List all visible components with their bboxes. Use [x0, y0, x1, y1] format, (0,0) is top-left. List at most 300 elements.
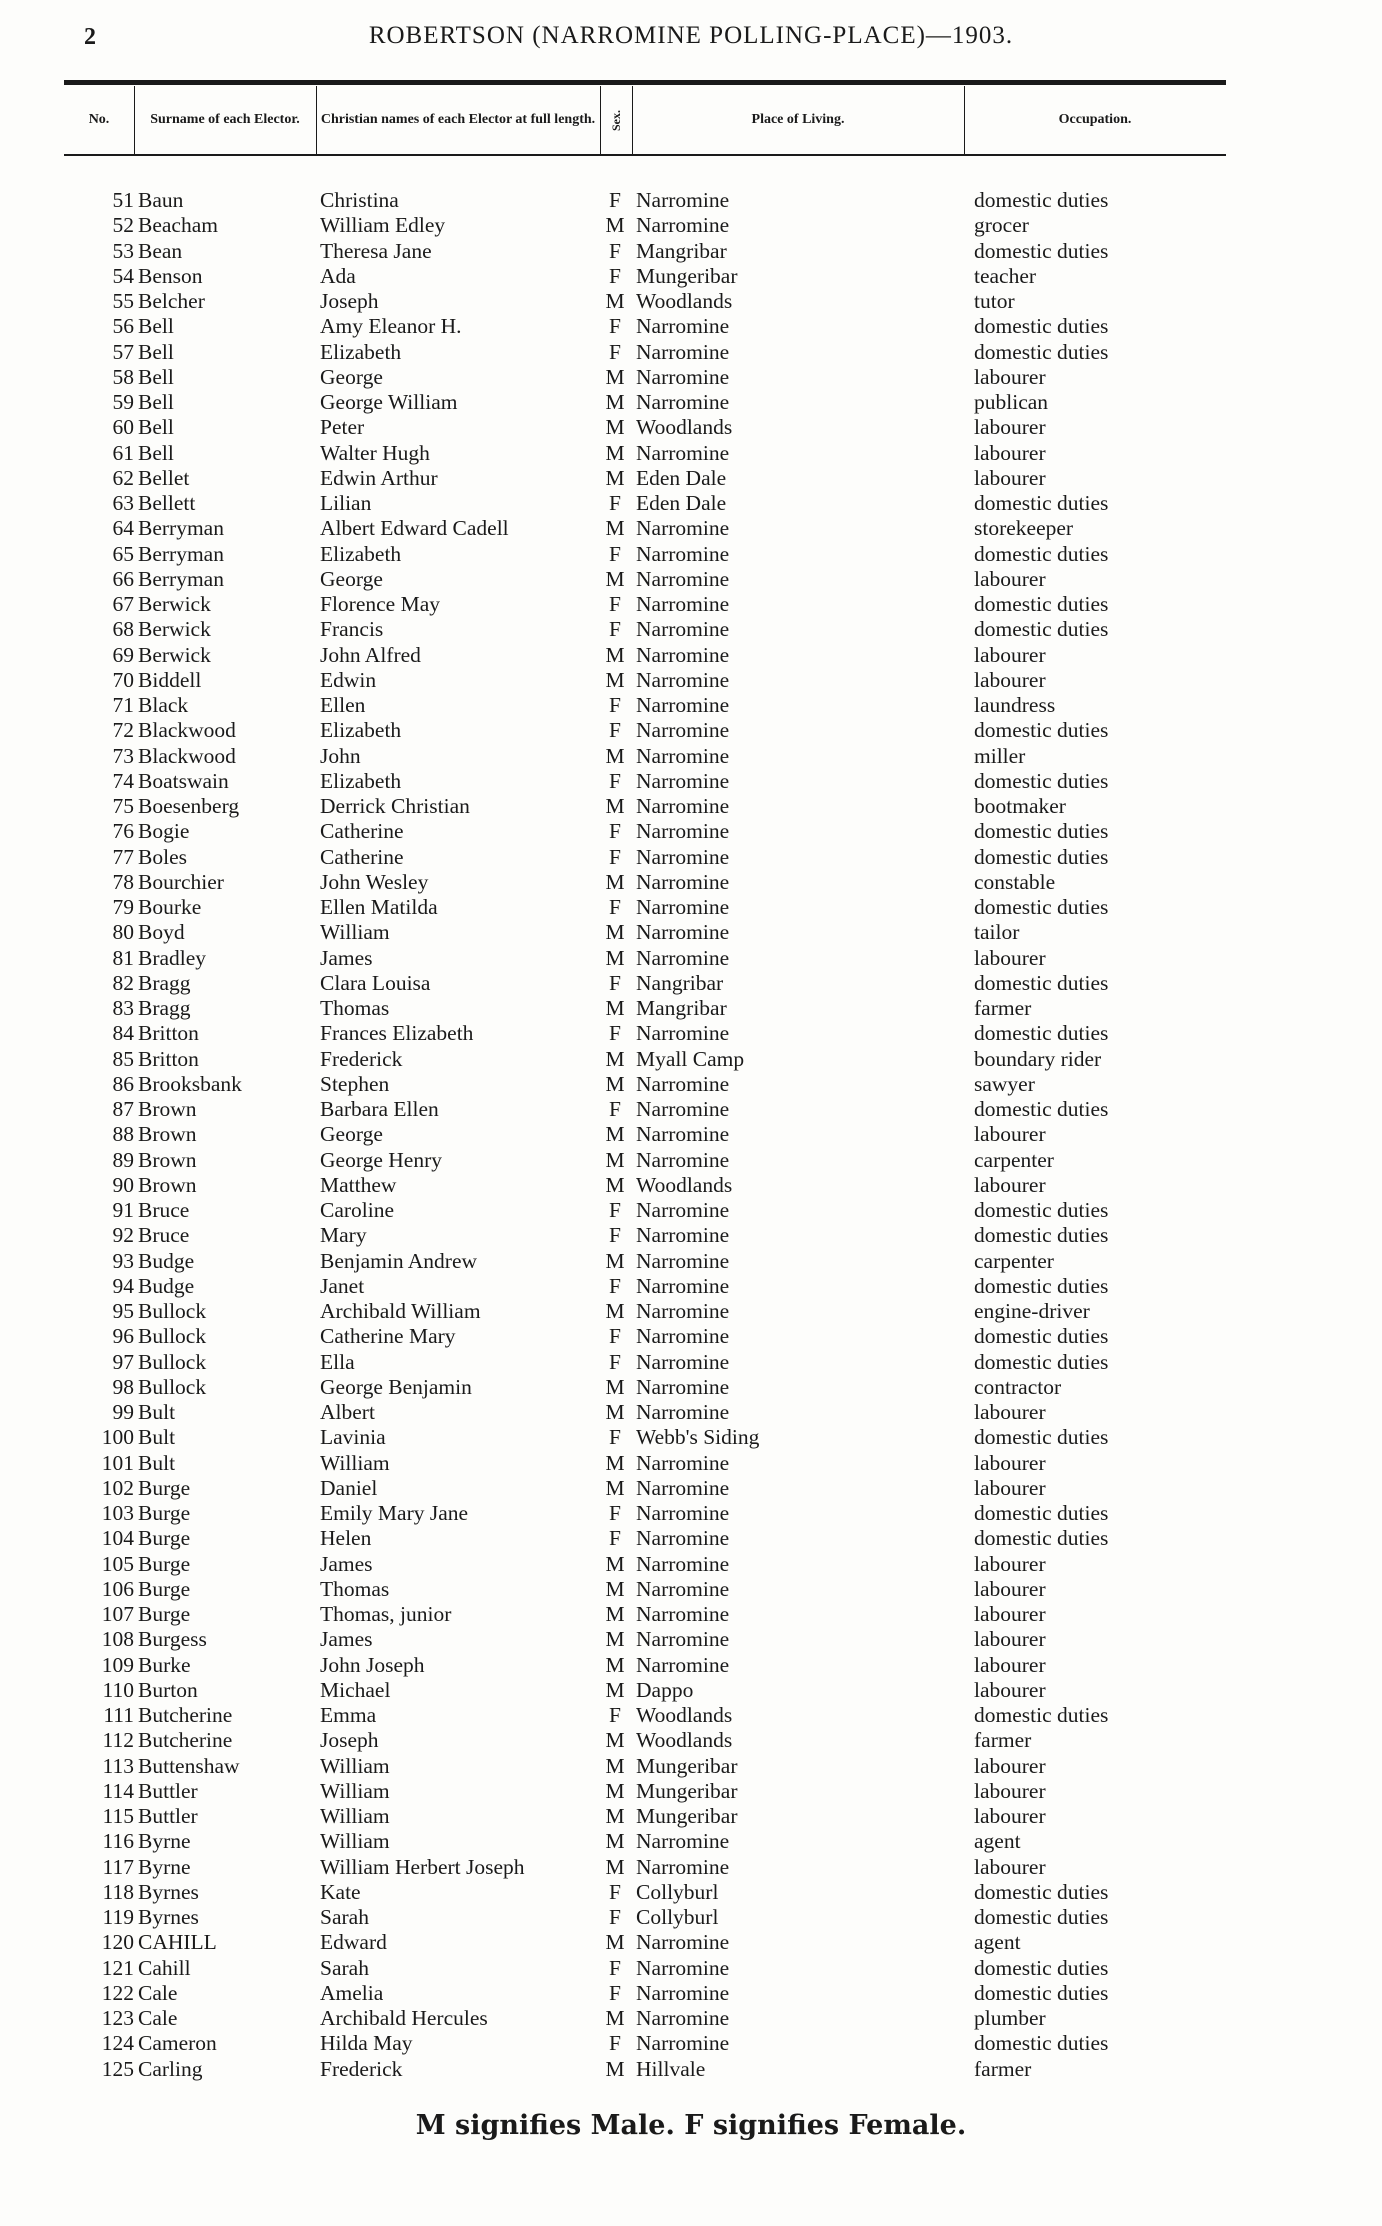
- elector-sex: F: [609, 1879, 621, 1904]
- elector-place-of-living: Narromine: [636, 592, 730, 616]
- elector-place-of-living: Eden Dale: [636, 465, 727, 490]
- elector-christian-names: Joseph: [320, 289, 379, 313]
- table-row: [0, 946, 1382, 971]
- elector-occupation: labourer: [974, 1400, 1046, 1424]
- elector-surname: Bragg: [138, 970, 191, 995]
- elector-occupation: farmer: [974, 1728, 1032, 1753]
- table-row: [0, 188, 1382, 213]
- elector-sex: M: [605, 289, 625, 313]
- elector-occupation: domestic duties: [974, 1501, 1109, 1525]
- elector-surname: Benson: [138, 263, 203, 288]
- elector-christian-names: Janet: [320, 1273, 365, 1298]
- elector-occupation: labourer: [974, 1576, 1046, 1601]
- elector-number: 87: [112, 1097, 134, 1121]
- page-title: ROBERTSON (NARROMINE POLLING-PLACE)—1903.: [368, 22, 1014, 49]
- elector-occupation: labourer: [974, 1652, 1046, 1677]
- elector-surname: Bell: [138, 364, 174, 389]
- elector-number: 94: [112, 1273, 134, 1298]
- elector-occupation: domestic duties: [974, 1980, 1109, 2005]
- elector-christian-names: Mary: [320, 1223, 367, 1248]
- elector-occupation: grocer: [974, 213, 1029, 238]
- elector-sex: M: [605, 1450, 625, 1475]
- elector-number: 63: [112, 491, 134, 515]
- elector-christian-names: Barbara Ellen: [320, 1097, 439, 1121]
- table-row: [0, 289, 1382, 314]
- elector-sex: M: [605, 213, 625, 238]
- elector-sex: M: [605, 390, 625, 414]
- elector-christian-names: Lilian: [320, 491, 372, 515]
- elector-number: 113: [102, 1753, 134, 1778]
- elector-occupation: publican: [974, 390, 1049, 414]
- elector-sex: M: [605, 1753, 625, 1778]
- elector-christian-names: George: [320, 1122, 383, 1147]
- table-row: [0, 1703, 1382, 1728]
- elector-number: 80: [112, 920, 134, 945]
- table-row: [0, 643, 1382, 668]
- elector-number: 105: [101, 1551, 134, 1576]
- elector-christian-names: Edward: [320, 1930, 387, 1955]
- elector-surname: Boyd: [138, 920, 185, 945]
- elector-number: 98: [112, 1374, 134, 1399]
- elector-surname: Biddell: [138, 667, 202, 692]
- table-row: [0, 2031, 1382, 2056]
- elector-number: 96: [112, 1324, 134, 1349]
- elector-number: 118: [102, 1879, 134, 1904]
- elector-christian-names: Archibald Hercules: [320, 2006, 488, 2030]
- table-row: [0, 390, 1382, 415]
- elector-occupation: labourer: [974, 1778, 1046, 1803]
- elector-place-of-living: Webb's Siding: [636, 1425, 760, 1450]
- elector-surname: Bell: [138, 339, 174, 364]
- elector-sex: F: [609, 1980, 621, 2005]
- elector-surname: Baun: [138, 188, 184, 212]
- elector-place-of-living: Collyburl: [636, 1905, 719, 1929]
- elector-surname: Buttler: [138, 1778, 198, 1803]
- elector-surname: Berwick: [138, 592, 211, 616]
- table-row: [0, 1956, 1382, 1981]
- elector-christian-names: Catherine: [320, 844, 404, 869]
- elector-christian-names: William Herbert Joseph: [320, 1854, 525, 1879]
- elector-sex: M: [605, 1400, 625, 1424]
- elector-place-of-living: Narromine: [636, 945, 730, 970]
- table-row: [0, 1375, 1382, 1400]
- elector-sex: M: [605, 566, 625, 591]
- elector-place-of-living: Hillvale: [636, 2056, 706, 2081]
- elector-place-of-living: Myall Camp: [636, 1046, 745, 1071]
- table-row: [0, 1678, 1382, 1703]
- elector-surname: Bruce: [138, 1198, 190, 1222]
- elector-number: 112: [102, 1728, 134, 1753]
- elector-christian-names: Stephen: [320, 1071, 390, 1096]
- elector-occupation: domestic duties: [974, 541, 1109, 566]
- elector-number: 115: [102, 1804, 134, 1828]
- elector-number: 71: [112, 693, 134, 717]
- elector-occupation: labourer: [974, 1551, 1046, 1576]
- elector-christian-names: Ellen Matilda: [320, 895, 438, 919]
- elector-occupation: domestic duties: [974, 1526, 1109, 1551]
- elector-place-of-living: Narromine: [636, 364, 730, 389]
- elector-number: 101: [101, 1450, 134, 1475]
- elector-occupation: domestic duties: [974, 314, 1109, 339]
- elector-sex: M: [605, 1576, 625, 1601]
- elector-number: 95: [112, 1299, 134, 1323]
- elector-number: 116: [102, 1829, 134, 1854]
- elector-occupation: domestic duties: [974, 1425, 1109, 1450]
- elector-number: 72: [112, 718, 134, 743]
- elector-sex: F: [609, 592, 621, 616]
- elector-surname: Britton: [138, 1021, 199, 1046]
- sex-legend: M signifies Male. F signifies Female.: [415, 2110, 967, 2141]
- elector-surname: Burge: [138, 1551, 191, 1576]
- elector-number: 67: [112, 592, 134, 616]
- elector-occupation: constable: [974, 869, 1056, 894]
- elector-surname: Cale: [138, 2006, 178, 2030]
- table-row: [0, 1880, 1382, 1905]
- elector-christian-names: George Benjamin: [320, 1374, 472, 1399]
- elector-christian-names: Daniel: [320, 1475, 378, 1500]
- elector-surname: Bult: [138, 1400, 176, 1424]
- elector-number: 69: [112, 642, 134, 667]
- column-header-occupation: Occupation.: [1058, 112, 1132, 127]
- elector-occupation: labourer: [974, 415, 1046, 440]
- elector-surname: Bullock: [138, 1374, 207, 1399]
- elector-number: 122: [101, 1980, 134, 2005]
- elector-christian-names: Frances Elizabeth: [320, 1021, 474, 1046]
- elector-christian-names: John Wesley: [320, 869, 429, 894]
- elector-sex: M: [605, 1778, 625, 1803]
- elector-number: 107: [101, 1602, 134, 1626]
- elector-sex: M: [605, 1299, 625, 1323]
- elector-christian-names: George: [320, 364, 383, 389]
- elector-sex: M: [605, 1804, 625, 1828]
- elector-number: 97: [112, 1349, 134, 1374]
- elector-surname: Bourchier: [138, 869, 224, 894]
- elector-number: 88: [112, 1122, 134, 1147]
- elector-place-of-living: Narromine: [636, 1930, 730, 1955]
- elector-number: 55: [112, 289, 134, 313]
- elector-surname: Bell: [138, 314, 174, 339]
- table-row: [0, 996, 1382, 1021]
- elector-place-of-living: Woodlands: [636, 415, 733, 440]
- elector-surname: Berryman: [138, 541, 224, 566]
- table-row: [0, 1627, 1382, 1652]
- elector-surname: Bogie: [138, 819, 190, 844]
- table-row: [0, 1400, 1382, 1425]
- elector-place-of-living: Narromine: [636, 1602, 730, 1626]
- elector-number: 93: [112, 1248, 134, 1273]
- elector-occupation: farmer: [974, 2056, 1032, 2081]
- elector-occupation: agent: [974, 1829, 1021, 1854]
- elector-sex: M: [605, 1602, 625, 1626]
- elector-occupation: domestic duties: [974, 1905, 1109, 1929]
- elector-sex: M: [605, 1147, 625, 1172]
- elector-occupation: labourer: [974, 1677, 1046, 1702]
- elector-place-of-living: Narromine: [636, 1198, 730, 1222]
- elector-occupation: labourer: [974, 1854, 1046, 1879]
- elector-surname: Burge: [138, 1576, 191, 1601]
- elector-christian-names: Benjamin Andrew: [320, 1248, 478, 1273]
- elector-surname: Byrnes: [138, 1879, 199, 1904]
- elector-number: 89: [112, 1147, 134, 1172]
- elector-surname: Black: [138, 693, 189, 717]
- elector-sex: M: [605, 1248, 625, 1273]
- elector-christian-names: Elizabeth: [320, 768, 402, 793]
- elector-sex: M: [605, 516, 625, 541]
- elector-sex: F: [609, 1021, 621, 1046]
- elector-occupation: laundress: [974, 693, 1056, 717]
- elector-place-of-living: Narromine: [636, 1980, 730, 2005]
- elector-christian-names: Emma: [320, 1703, 377, 1727]
- elector-sex: F: [609, 1097, 621, 1121]
- elector-surname: Bourke: [138, 895, 202, 919]
- elector-sex: M: [605, 1652, 625, 1677]
- elector-christian-names: Amy Eleanor H.: [320, 314, 462, 339]
- elector-number: 120: [101, 1930, 134, 1955]
- elector-surname: Bean: [138, 238, 183, 263]
- elector-occupation: labourer: [974, 1627, 1046, 1652]
- elector-sex: M: [605, 1475, 625, 1500]
- table-row: [0, 415, 1382, 440]
- elector-occupation: labourer: [974, 465, 1046, 490]
- elector-christian-names: Elizabeth: [320, 718, 402, 743]
- elector-sex: F: [609, 844, 621, 869]
- elector-christian-names: Albert Edward Cadell: [320, 516, 509, 541]
- elector-christian-names: Walter Hugh: [320, 440, 430, 465]
- elector-sex: M: [605, 1930, 625, 1955]
- elector-place-of-living: Narromine: [636, 1223, 730, 1248]
- elector-christian-names: Ada: [320, 263, 356, 288]
- elector-christian-names: George: [320, 566, 383, 591]
- table-row: [0, 1754, 1382, 1779]
- elector-number: 108: [101, 1627, 134, 1652]
- elector-sex: M: [605, 1728, 625, 1753]
- elector-number: 109: [101, 1652, 134, 1677]
- elector-surname: Bellett: [138, 491, 196, 515]
- elector-surname: Butcherine: [138, 1728, 233, 1753]
- elector-occupation: labourer: [974, 1804, 1046, 1828]
- elector-christian-names: William: [320, 1804, 390, 1828]
- elector-occupation: domestic duties: [974, 339, 1109, 364]
- elector-sex: F: [609, 238, 621, 263]
- elector-christian-names: James: [320, 1551, 373, 1576]
- elector-surname: Bullock: [138, 1299, 207, 1323]
- elector-occupation: domestic duties: [974, 844, 1109, 869]
- elector-sex: M: [605, 415, 625, 440]
- table-row: [0, 693, 1382, 718]
- elector-number: 99: [112, 1400, 134, 1424]
- elector-occupation: tailor: [974, 920, 1020, 945]
- elector-place-of-living: Mungeribar: [636, 1753, 738, 1778]
- elector-place-of-living: Narromine: [636, 743, 730, 768]
- elector-number: 58: [112, 364, 134, 389]
- table-row: [0, 1451, 1382, 1476]
- elector-occupation: farmer: [974, 996, 1032, 1020]
- elector-number: 73: [112, 743, 134, 768]
- elector-sex: M: [605, 945, 625, 970]
- elector-sex: F: [609, 1349, 621, 1374]
- elector-sex: F: [609, 819, 621, 844]
- table-row: [0, 1577, 1382, 1602]
- elector-place-of-living: Narromine: [636, 667, 730, 692]
- elector-surname: Cahill: [138, 1955, 191, 1980]
- elector-christian-names: William: [320, 1450, 390, 1475]
- elector-number: 79: [112, 895, 134, 919]
- elector-surname: Bullock: [138, 1324, 207, 1349]
- elector-sex: F: [609, 541, 621, 566]
- elector-number: 59: [112, 390, 134, 414]
- elector-place-of-living: Narromine: [636, 1097, 730, 1121]
- elector-occupation: domestic duties: [974, 238, 1109, 263]
- elector-surname: Buttenshaw: [138, 1753, 240, 1778]
- table-row: [0, 1324, 1382, 1349]
- elector-place-of-living: Narromine: [636, 1551, 730, 1576]
- elector-surname: Bellet: [138, 465, 190, 490]
- elector-occupation: labourer: [974, 440, 1046, 465]
- elector-place-of-living: Narromine: [636, 2031, 730, 2056]
- table-row: [0, 466, 1382, 491]
- elector-christian-names: Clara Louisa: [320, 970, 431, 995]
- table-row: [0, 1072, 1382, 1097]
- elector-number: 62: [112, 465, 134, 490]
- elector-number: 78: [112, 869, 134, 894]
- table-row: [0, 845, 1382, 870]
- elector-number: 117: [102, 1854, 134, 1879]
- table-row: [0, 1274, 1382, 1299]
- elector-place-of-living: Eden Dale: [636, 491, 727, 515]
- table-row: [0, 314, 1382, 339]
- table-row: [0, 1930, 1382, 1955]
- elector-surname: Byrne: [138, 1829, 191, 1854]
- elector-number: 121: [101, 1955, 134, 1980]
- elector-number: 60: [112, 415, 134, 440]
- elector-christian-names: Edwin Arthur: [320, 465, 438, 490]
- elector-surname: Berryman: [138, 516, 224, 541]
- elector-surname: Bell: [138, 440, 174, 465]
- elector-number: 81: [112, 945, 134, 970]
- elector-occupation: domestic duties: [974, 1097, 1109, 1121]
- elector-number: 82: [112, 970, 134, 995]
- elector-surname: Blackwood: [138, 743, 236, 768]
- elector-occupation: domestic duties: [974, 1879, 1109, 1904]
- elector-number: 114: [102, 1778, 134, 1803]
- elector-surname: Cale: [138, 1980, 178, 2005]
- elector-surname: Burge: [138, 1602, 191, 1626]
- table-row: [0, 668, 1382, 693]
- elector-number: 106: [101, 1576, 134, 1601]
- elector-christian-names: Kate: [320, 1879, 361, 1904]
- column-header-sex: [600, 86, 633, 154]
- elector-christian-names: John: [320, 743, 361, 768]
- elector-christian-names: Caroline: [320, 1198, 395, 1222]
- elector-number: 125: [101, 2056, 134, 2081]
- table-row: [0, 769, 1382, 794]
- elector-occupation: domestic duties: [974, 970, 1109, 995]
- elector-place-of-living: Narromine: [636, 819, 730, 844]
- elector-occupation: domestic duties: [974, 1955, 1109, 1980]
- table-row: [0, 1728, 1382, 1753]
- table-row: [0, 239, 1382, 264]
- elector-number: 53: [112, 238, 134, 263]
- elector-sex: M: [605, 920, 625, 945]
- elector-place-of-living: Narromine: [636, 617, 730, 642]
- elector-place-of-living: Narromine: [636, 1576, 730, 1601]
- elector-christian-names: William Edley: [320, 213, 446, 238]
- elector-occupation: labourer: [974, 1122, 1046, 1147]
- elector-occupation: labourer: [974, 364, 1046, 389]
- elector-christian-names: John Joseph: [320, 1652, 425, 1677]
- elector-occupation: miller: [974, 743, 1026, 768]
- elector-sex: F: [609, 314, 621, 339]
- elector-place-of-living: Mungeribar: [636, 1778, 738, 1803]
- elector-christian-names: Archibald William: [320, 1299, 481, 1323]
- elector-sex: M: [605, 1677, 625, 1702]
- elector-surname: Budge: [138, 1248, 195, 1273]
- elector-sex: F: [609, 1223, 621, 1248]
- elector-number: 90: [112, 1172, 134, 1197]
- elector-christian-names: Edwin: [320, 667, 377, 692]
- table-row: [0, 542, 1382, 567]
- elector-sex: M: [605, 743, 625, 768]
- elector-place-of-living: Narromine: [636, 1854, 730, 1879]
- elector-occupation: domestic duties: [974, 188, 1109, 212]
- elector-occupation: carpenter: [974, 1147, 1054, 1172]
- elector-place-of-living: Narromine: [636, 1475, 730, 1500]
- elector-place-of-living: Narromine: [636, 1147, 730, 1172]
- elector-christian-names: Thomas: [320, 1576, 390, 1601]
- table-row: [0, 1501, 1382, 1526]
- table-row: [0, 1198, 1382, 1223]
- elector-sex: M: [605, 794, 625, 818]
- table-row: [0, 592, 1382, 617]
- elector-sex: M: [605, 1071, 625, 1096]
- elector-occupation: labourer: [974, 1450, 1046, 1475]
- elector-place-of-living: Narromine: [636, 440, 730, 465]
- elector-place-of-living: Woodlands: [636, 1172, 733, 1197]
- table-row: [0, 1299, 1382, 1324]
- elector-surname: Brooksbank: [138, 1071, 242, 1096]
- elector-occupation: domestic duties: [974, 617, 1109, 642]
- elector-sex: F: [609, 1273, 621, 1298]
- elector-number: 111: [103, 1703, 134, 1727]
- elector-place-of-living: Narromine: [636, 339, 730, 364]
- elector-number: 91: [112, 1198, 134, 1222]
- table-row: [0, 920, 1382, 945]
- elector-sex: F: [609, 768, 621, 793]
- elector-number: 65: [112, 541, 134, 566]
- elector-place-of-living: Narromine: [636, 718, 730, 743]
- elector-sex: M: [605, 1122, 625, 1147]
- elector-christian-names: Christina: [320, 188, 399, 212]
- table-row: [0, 2057, 1382, 2082]
- elector-place-of-living: Narromine: [636, 188, 730, 212]
- elector-occupation: contractor: [974, 1374, 1062, 1399]
- table-row: [0, 1350, 1382, 1375]
- elector-surname: Burke: [138, 1652, 191, 1677]
- elector-occupation: labourer: [974, 1475, 1046, 1500]
- elector-number: 123: [101, 2006, 134, 2030]
- elector-sex: M: [605, 364, 625, 389]
- column-header-place: Place of Living.: [632, 86, 965, 154]
- elector-number: 61: [112, 440, 134, 465]
- table-row: [0, 441, 1382, 466]
- elector-occupation: labourer: [974, 566, 1046, 591]
- elector-place-of-living: Narromine: [636, 1652, 730, 1677]
- page-number: 2: [84, 24, 96, 50]
- elector-place-of-living: Woodlands: [636, 1703, 733, 1727]
- elector-sex: M: [605, 2006, 625, 2030]
- elector-christian-names: Peter: [320, 415, 365, 440]
- elector-number: 66: [112, 566, 134, 591]
